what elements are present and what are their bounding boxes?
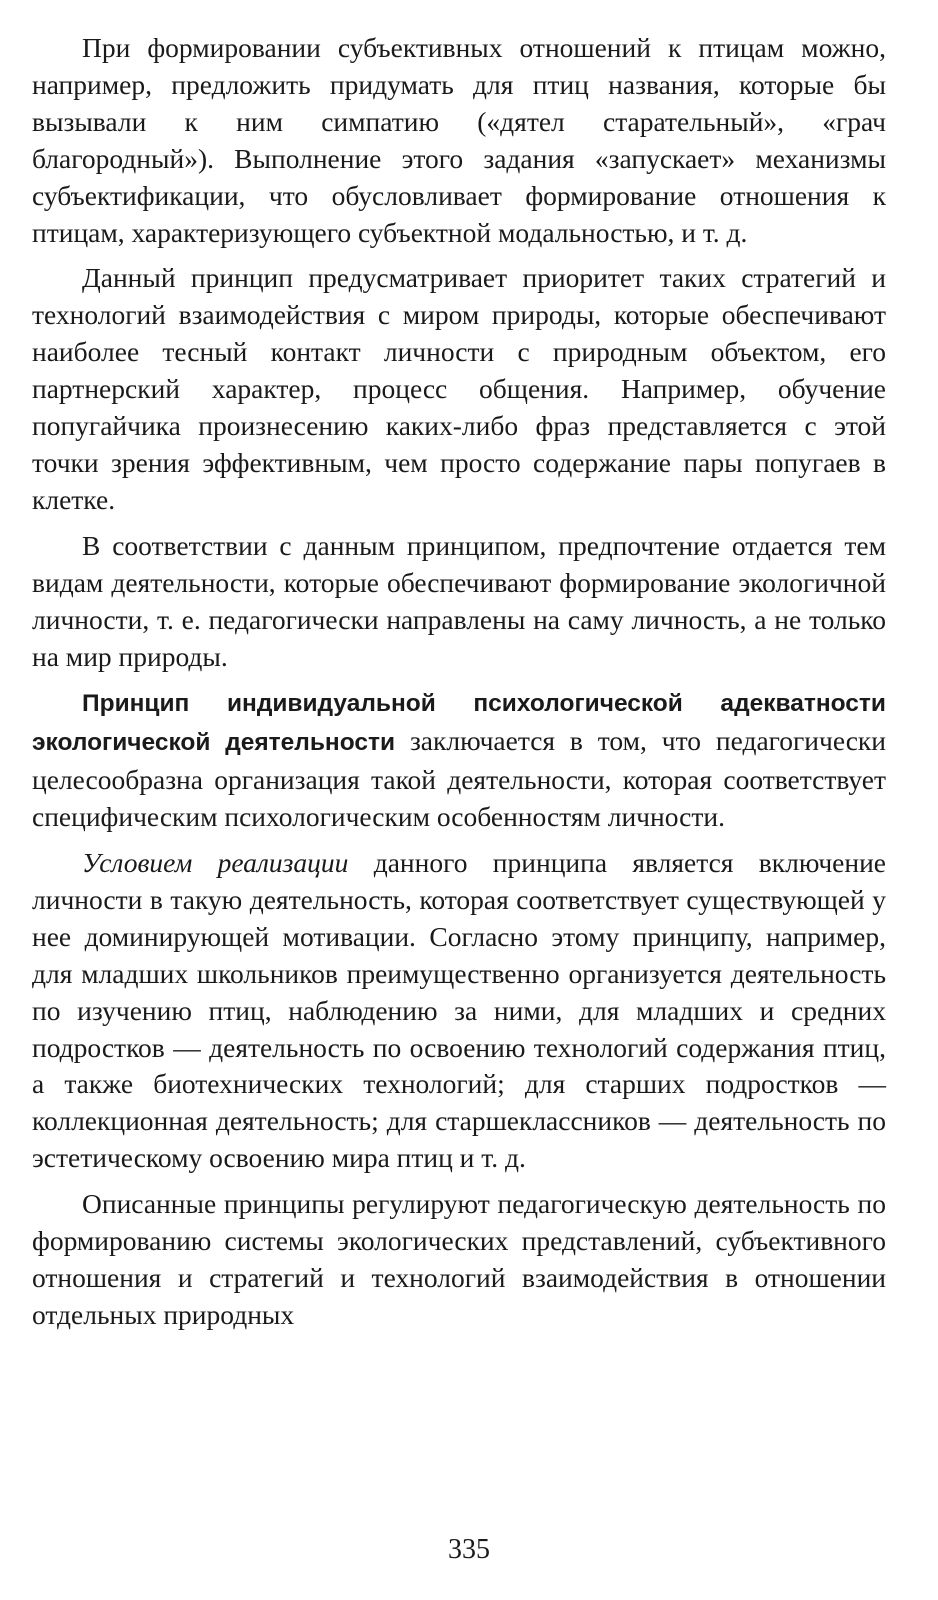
paragraph-2: Данный принцип предусматривает приоритет таких стратегий и технологий взаимодействия с миром природы, которые обеспечивают наиболее тесный контакт личности с природным объектом, его партнерский характер, процесс общения. Например, обучение попугайчика произнесению каких-либо фраз представляется с этой точки зрения эффективным, чем просто содержание пары попугаев в клетке. [32, 262, 886, 515]
paragraph-4-body: заключается в том, что педагогически целесообразна организация такой деятельности, которая соответствует специфическим психологическим особенностям личности. [32, 725, 886, 833]
paragraph-5 [32, 845, 886, 1177]
condition-term: Условием реализации [82, 847, 349, 879]
paragraph-5-body: данного принципа является включение личности в такую деятельность, которая соответствует существующей у нее доминирующей мотивации. Согласно этому принципу, например, для младших школьников преимущественно организуется деятельность по изучению птиц, наблюдению за ними, для младших и средних подростков — деятельность по освоению технологий содержания птиц, а также биотехнических технологий; для старших подростков — коллекционная деятельность; для старшеклассников — деятельность по эстетическому освоению мира птиц и т. д. [32, 847, 886, 1174]
paragraph-3: В соответствии с данным принципом, предпочтение отдается тем видам деятельности, которые обеспечивают формирование экологичной личности, т. е. педагогически направлены на саму личность, а не только на мир природы. [32, 529, 886, 672]
book-page [32, 30, 886, 1343]
paragraph-1: При формировании субъективных отношений к птицам можно, например, предложить придумать для птиц названия, которые бы вызывали к ним симпатию («дятел старательный», «грач благородный»). Выполнение этого задания «запускает» механизмы субъектификации, что обусловливает формирование отношения к птицам, характеризующего субъектной модальностью, и т. д. [32, 32, 886, 248]
paragraph-4 [32, 684, 886, 836]
paragraph-6: Описанные принципы регулируют педагогическую деятельность по формированию системы экологических представлений, субъективного отношения и стратегий и технологий взаимодействия в отношении отдельных природных [32, 1188, 886, 1330]
principle-heading: Принцип индивидуальной психологической адекватности экологической деятельности [32, 690, 886, 757]
page-number: 335 [448, 1534, 490, 1565]
